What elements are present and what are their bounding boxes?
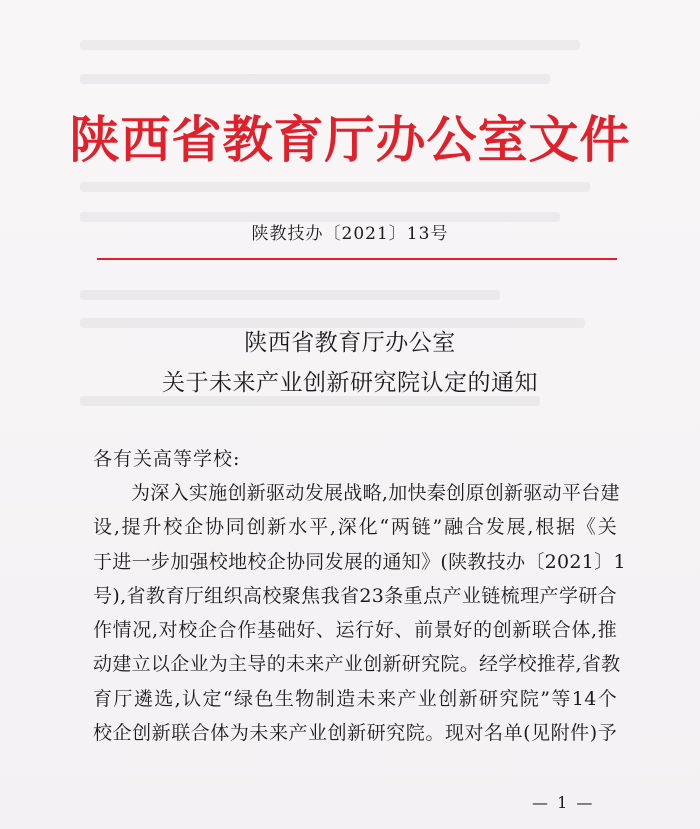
body-line: 设,提升校企协同创新水平,深化“两链”融合发展,根据《关 — [93, 516, 617, 539]
body-line: 为深入实施创新驱动发展战略,加快秦创原创新驱动平台建 — [131, 482, 620, 504]
bleed-through-mark — [80, 74, 550, 84]
body-line: 于进一步加强校地校企协同发展的通知》(陕教技办〔2021〕1 — [93, 550, 626, 573]
bleed-through-mark — [80, 290, 500, 300]
document-number: 陕教技办〔2021〕13号 — [251, 224, 449, 244]
body-text — [93, 476, 626, 750]
body-line: 动建立以企业为主导的未来产业创新研究院。经学校推荐,省教 — [93, 653, 621, 676]
notice-issuer-heading: 陕西省教育厅办公室 — [244, 330, 456, 356]
notice-subject-heading: 关于未来产业创新研究院认定的通知 — [162, 370, 538, 396]
red-divider-line — [97, 258, 617, 260]
bleed-through-mark — [80, 212, 560, 222]
document-title: 陕西省教育厅办公室文件 — [69, 110, 631, 169]
body-line: 作情况,对校企合作基础好、运行好、前景好的创新联合体,推 — [93, 619, 617, 642]
body-line: 育厅遴选,认定“绿色生物制造未来产业创新研究院”等14个 — [93, 687, 617, 710]
page-number: — 1 — — [532, 793, 595, 812]
bleed-through-mark — [80, 318, 585, 328]
bleed-through-mark — [80, 182, 590, 192]
body-line: 校企创新联合体为未来产业创新研究院。现对名单(见附件)予 — [93, 722, 617, 745]
body-line: 号),省教育厅组织高校聚焦我省23条重点产业链梳理产学研合 — [93, 584, 617, 607]
salutation: 各有关高等学校: — [93, 448, 241, 470]
bleed-through-mark — [80, 40, 580, 50]
